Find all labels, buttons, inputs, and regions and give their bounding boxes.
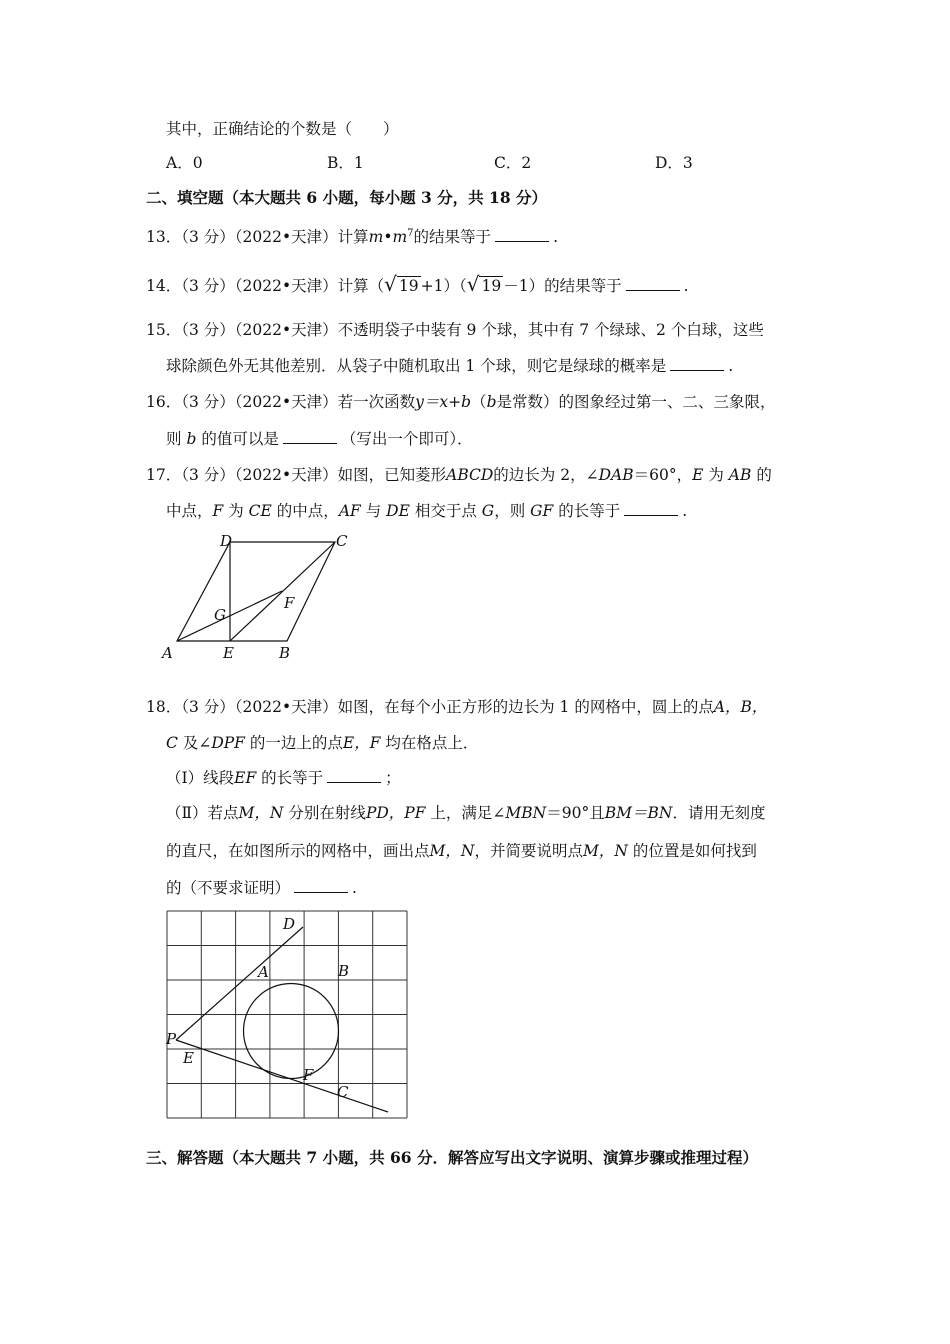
q13-end: . [553,228,558,247]
q18-text: （3 分）（2022•天津）如图，在每个小正方形的边长为 1 的网格中，圆上的点 [181,698,714,716]
label-e: E [183,1049,194,1067]
grid-lines [167,911,407,1118]
q16-text-1c: 是常数）的图象经过第一、二、三象限， [496,393,776,411]
q18-var: E，F [342,734,381,752]
q17-var: CE [248,502,272,520]
label-d: D [220,532,233,550]
q18-var: DPF [211,734,245,752]
q18-line-6 [166,878,357,898]
label-b: B [279,644,291,662]
q18-var: M，N [429,842,475,860]
q17-text: 的边长为 2，∠ [493,466,599,484]
q17-var: G [481,502,495,520]
q16-line-1 [146,392,776,412]
q18-part1-answer-blank[interactable] [327,768,381,783]
q17-var: F [212,502,224,520]
q17-text: 为 [228,502,244,520]
q14-mid: +1）（ [420,277,467,295]
label-e: E [223,644,234,662]
sqrt-icon: √ [466,272,480,296]
q17-line-1 [146,465,772,485]
q17-text: 相交于点 [414,502,477,520]
q17-var: DE [386,502,410,520]
q18-text: （Ⅰ）线段 [166,769,235,787]
label-a: A [258,963,269,981]
q16-expr: y＝x+b [415,393,472,411]
q17-rhombus-figure [160,528,360,668]
q18-line-5 [166,841,757,861]
q15-text-1: （3 分）（2022•天津）不透明袋子中装有 9 个球，其中有 7 个绿球、2 个白球，这些 [181,321,764,339]
q17-var: DAB [598,466,634,484]
q18-var: M，N [238,804,284,822]
q13-expr: m•m [368,228,408,247]
q16-text-1b: （ [471,393,487,411]
label-c: C [337,1083,349,1101]
q18-text: 的（不要求证明） [166,879,291,897]
q17-line-2 [166,501,687,521]
q18-text: （Ⅱ）若点 [166,804,239,822]
q14-number: 14． [146,277,182,295]
q13-tail: 的结果等于 [413,228,492,247]
section3-title: 三、解答题（本大题共 7 小题，共 66 分．解答应写出文字说明、演算步骤或推理过程） [146,1148,758,1167]
q18-grid-figure [150,905,430,1135]
label-f: F [284,594,295,612]
q17-var: AF [338,502,361,520]
label-f: F [303,1066,314,1084]
q17-text: 的长等于 [558,502,621,520]
q18-part-1 [166,768,401,788]
q14-end: . [683,277,689,295]
q17-var: ABCD [446,466,494,484]
q12-option-a: A．0 [166,154,203,172]
q18-end: . [352,879,357,897]
q16-text-2c: （写出一个即可）． [340,430,473,448]
q17-var: AB [728,466,752,484]
q18-text: ＝90°且 [546,804,605,822]
q15-end: . [728,357,734,375]
label-g: G [214,606,226,624]
q17-text: ，则 [494,502,526,520]
q13-exponent: 7 [407,228,414,239]
label-p: P [166,1030,177,1048]
q15-answer-blank[interactable] [670,356,724,371]
q16-var-b: b [186,430,197,448]
q18-text: 的位置是如何找到 [632,842,757,860]
q17-end: . [682,502,688,520]
rhombus-abcd [177,542,335,641]
q16-text-1a: （3 分）（2022•天津）若一次函数 [181,393,416,411]
q18-text: 的长等于 [261,769,324,787]
segment-ec [230,542,335,641]
q18-text: 上，满足∠ [430,804,506,822]
q18-var: C [166,734,178,752]
q16-text-2a: 则 [166,430,182,448]
q18-part2-answer-blank[interactable] [294,878,348,893]
q12-option-d: D．3 [655,154,693,172]
label-c: C [336,532,348,550]
q18-var: BM＝BN [604,804,673,822]
q18-var: MBN [505,804,547,822]
q17-number: 17． [146,466,182,484]
q18-text: ，并简要说明点 [474,842,583,860]
q15-text-2: 球除颜色外无其他差别．从袋子中随机取出 1 个球，则它是绿球的概率是 [166,357,667,375]
q16-text-2b: 的值可以是 [201,430,279,448]
q18-text: 分别在射线 [288,804,366,822]
q18-part-2 [166,803,765,823]
q18-text: ．请用无刻度 [672,804,766,822]
q17-text: （3 分）（2022•天津）如图，已知菱形 [181,466,447,484]
q13 [146,224,558,247]
q15-number: 15． [146,321,182,339]
label-d: D [283,915,296,933]
q18-var: PD，PF [365,804,426,822]
q17-text: 与 [365,502,382,520]
q13-meta: （3 分）（2022•天津）计算 [181,228,369,247]
q17-text: 的 [756,466,772,484]
q16-number: 16． [146,393,182,411]
q14-after: －1）的结果等于 [503,277,622,295]
q17-var: GF [530,502,554,520]
q14-meta: （3 分）（2022•天津）计算（ [181,277,385,295]
q16-line-2 [166,429,473,449]
ray-pf [176,1040,388,1112]
q18-var: A，B， [713,698,768,716]
q18-var: M，N [582,842,628,860]
q18-line-1 [146,697,767,717]
q14 [146,274,689,296]
q15-line-2 [166,356,733,376]
q18-text: 的一边上的点 [249,734,343,752]
q14-answer-blank[interactable] [626,276,680,291]
q13-answer-blank[interactable] [495,227,549,242]
q18-text: 的直尺，在如图所示的网格中，画出点 [166,842,430,860]
q18-text: 均在格点上． [385,734,479,752]
q17-var: E [692,466,704,484]
label-b: B [338,962,350,980]
q16-answer-blank[interactable] [283,429,337,444]
q13-number: 13． [146,228,182,247]
section2-title: 二、填空题（本大题共 6 小题，每小题 3 分，共 18 分） [146,188,548,207]
q17-text: 的中点， [276,502,339,520]
q18-line-2 [166,733,478,753]
q14-radicand-1: 19 [398,277,419,295]
circle [244,984,339,1079]
q18-number: 18． [146,698,182,716]
q12-option-c: C．2 [494,154,532,172]
q18-var: EF [234,769,257,787]
q17-text: 为 [708,466,724,484]
q17-text: ＝60°， [633,466,693,484]
q12-option-b: B．1 [327,154,364,172]
q18-text: ； [385,769,401,787]
label-a: A [162,644,173,662]
q15-line-1 [146,320,764,340]
q17-text: 中点， [166,502,213,520]
q14-radicand-2: 19 [481,277,502,295]
q12-tail: 其中，正确结论的个数是（ ） [166,120,399,138]
q16-var-b: b [486,393,497,411]
q17-answer-blank[interactable] [624,501,678,516]
q18-text: 及∠ [182,734,212,752]
sqrt-icon: √ [384,272,397,296]
